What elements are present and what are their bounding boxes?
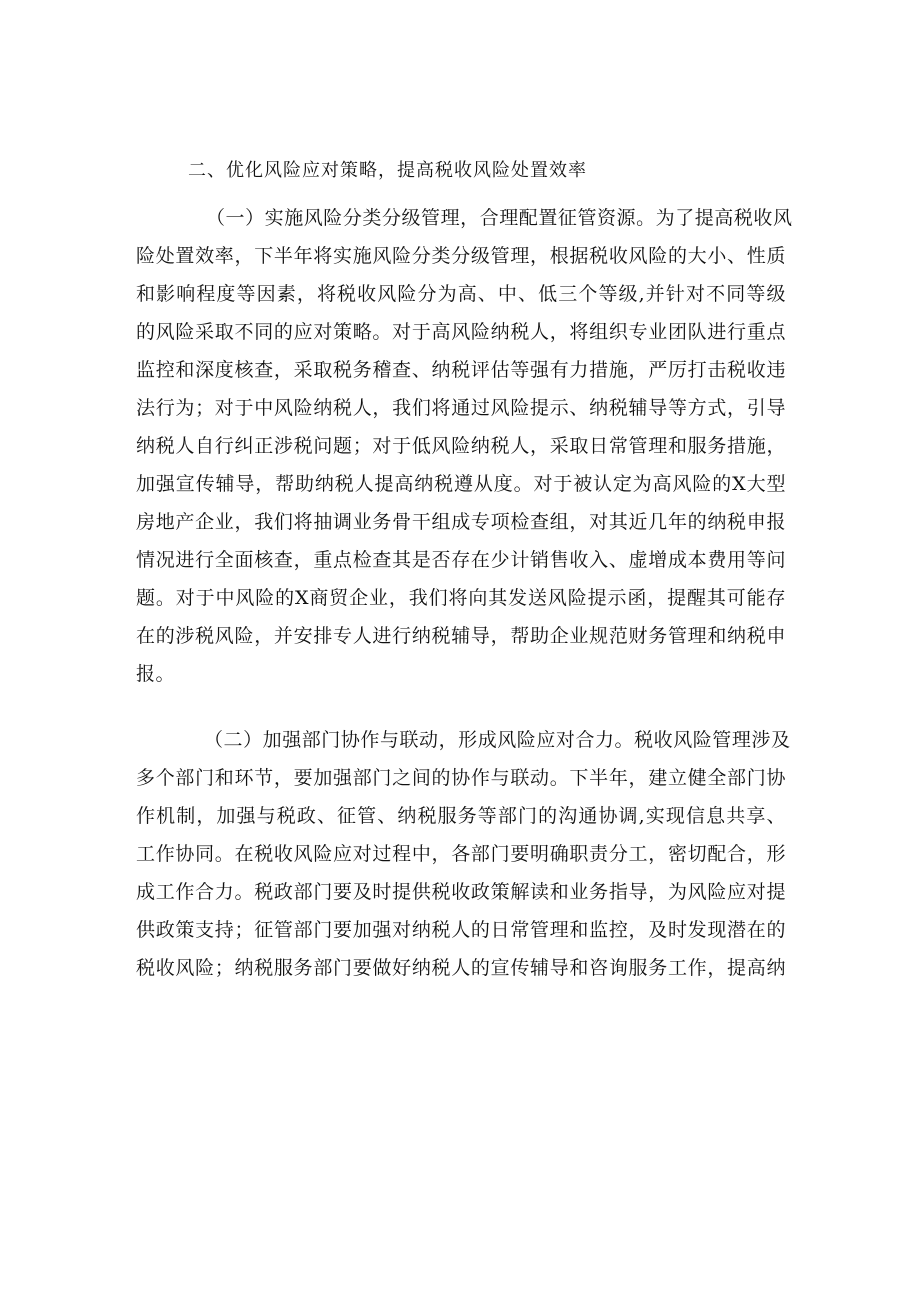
document-body <box>136 151 793 987</box>
text-line: 税收风险；纳税服务部门要做好纳税人的宣传辅导和咨询服务工作，提高纳 <box>136 957 786 979</box>
text-line: 的风险采取不同的应对策略。对于高风险纳税人，将组织专业团队进行重点 <box>136 321 786 343</box>
text-line: 工作协同。在税收风险应对过程中，各部门要明确职责分工，密切配合，形 <box>136 843 786 865</box>
text-line: 在的涉税风险，并安排专人进行纳税辅导，帮助企业规范财务管理和纳税申 <box>136 625 786 647</box>
text-line: 纳税人自行纠正涉税问题；对于低风险纳税人，采取日常管理和服务措施， <box>136 435 786 457</box>
text-line: 报。 <box>136 663 176 685</box>
text-line: 成工作合力。税政部门要及时提供税收政策解读和业务指导，为风险应对提 <box>136 881 786 903</box>
text-line: 供政策支持；征管部门要加强对纳税人的日常管理和监控，及时发现潜在的 <box>136 919 786 941</box>
text-line: （二）加强部门协作与联动，形成风险应对合力。税收风险管理涉及 <box>204 729 791 751</box>
section-heading: 二、优化风险应对策略，提高税收风险处置效率 <box>188 160 587 181</box>
text-line: 加强宣传辅导，帮助纳税人提高纳税遵从度。对于被认定为高风险的X大型 <box>136 473 786 495</box>
text-line: 监控和深度核查，采取税务稽查、纳税评估等强有力措施，严厉打击税收违 <box>136 359 786 381</box>
paragraph-risk-classification <box>136 199 793 693</box>
text-line: 情况进行全面核查，重点检查其是否存在少计销售收入、虚增成本费用等问 <box>136 549 786 571</box>
text-line: 和影响程度等因素，将税收风险分为高、中、低三个等级,并针对不同等级 <box>136 283 786 305</box>
text-line: 法行为；对于中风险纳税人，我们将通过风险提示、纳税辅导等方式，引导 <box>136 397 786 419</box>
text-line: 作机制，加强与税政、征管、纳税服务等部门的沟通协调,实现信息共享、 <box>136 805 786 827</box>
text-line: 房地产企业，我们将抽调业务骨干组成专项检查组，对其近几年的纳税申报 <box>136 511 786 533</box>
text-line: 险处置效率，下半年将实施风险分类分级管理，根据税收风险的大小、性质 <box>136 245 786 267</box>
paragraph-department-coordination <box>136 721 791 987</box>
text-line: 题。对于中风险的X商贸企业，我们将向其发送风险提示函，提醒其可能存 <box>136 587 786 609</box>
text-line: （一）实施风险分类分级管理，合理配置征管资源。为了提高税收风 <box>206 207 793 229</box>
text-line: 多个部门和环节，要加强部门之间的协作与联动。下半年，建立健全部门协 <box>136 767 786 789</box>
